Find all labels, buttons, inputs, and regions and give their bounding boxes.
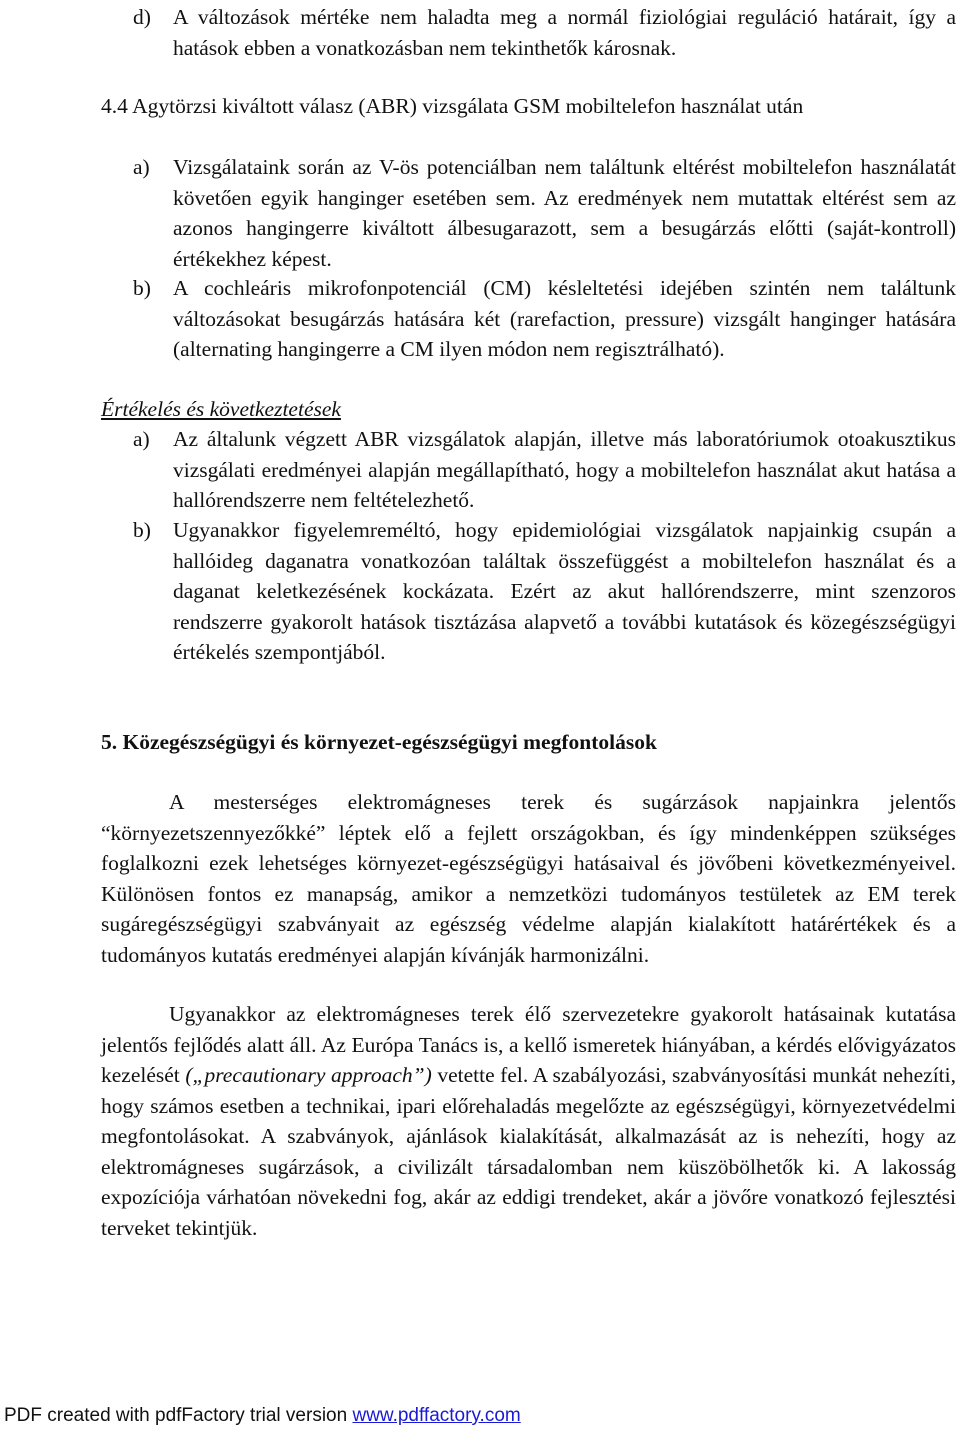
list-item-text: A változások mértéke nem haladta meg a normál fiziológiai reguláció határait, így a hatások ebben a vonatkozásban nem tekinthetők károsnak. [173,5,956,60]
paragraph-italic-term: („precautionary approach”) [185,1063,432,1087]
footer-link[interactable]: www.pdffactory.com [352,1405,521,1426]
section-5-paragraph-1 [101,787,956,970]
evaluation-heading-text: Értékelés és következtetések [101,397,341,421]
list-item-text: Vizsgálataink során az V-ös potenciálban nem találtunk eltérést mobiltelefon használatát követően egyik hanginger esetében sem. Az eredmények nem mutattak eltérést sem az azonos hangingerre kiváltott álbesugarazott, sem a besugárzás előtti (saját-kontroll) értékekhez képest. [173,155,956,271]
paragraph-text [101,999,956,1243]
paragraph-text-part: Ugyanakkor az elektromágneses terek élő szervezetekre gyakorolt hatásainak kutatása jelentős fejlődés alatt áll. Az Európa Tanács is, a kellő ismeretek hiányában, a kérdés elővigyázatos kezelését [101,1002,956,1087]
list-item-label: d) [133,5,151,29]
list-item-label: a) [133,427,150,451]
evaluation-item-b [133,515,956,668]
paragraph-text-part: vetette fel. A szabályozási, szabványosítási munkát nehezíti, hogy számos esetben a technikai, ipari előrehaladás megelőzte az egészségügyi, környezetvédelmi megfontolásokat. A szabványok, ajánlások kialakítását, alkalmazását az is nehezíti, hogy az elektromágneses sugárzások, a civilizált társadalomban nem küszöbölhetők ki. A lakosság expozíciója várhatóan növekedni fog, akár az eddigi trendeket, akár a jövőre vonatkozó fejlesztési terveket tekintjük. [101,1063,957,1240]
section-title: Agytörzsi kiváltott válasz (ABR) vizsgálata GSM mobiltelefon használat után [132,94,804,118]
section-number: 5. [101,730,118,754]
section-title: Közegészségügyi és környezet-egészségügyi megfontolások [122,730,657,754]
section-5-paragraph-2 [101,999,956,1243]
evaluation-heading [101,394,956,425]
section-4-4-heading [101,91,956,122]
evaluation-item-a [133,424,956,516]
list-item-label: b) [133,276,151,300]
pdf-footer [4,1405,521,1427]
footer-text: PDF created with pdfFactory trial version [4,1405,353,1426]
section-number: 4.4 [101,94,128,118]
list-item-label: a) [133,155,150,179]
list-item-text: A cochleáris mikrofonpotenciál (CM) késleltetési idejében szintén nem találtunk változásokat besugárzás hatására két (rarefaction, pressure) vizsgált hanginger hatására (alternating hangingerre a CM ilyen módon nem regisztrálható). [173,276,956,361]
section-4-4-item-b [133,273,956,365]
section-5-heading [101,727,956,758]
list-item-text: Ugyanakkor figyelemreméltó, hogy epidemiológiai vizsgálatok napjainkig csupán a hallóideg daganatra vonatkozóan találtak összefüggést a mobiltelefon használat és a daganat keletkezésének kockázata. Ezért az akut hallórendszerre, mint szenzoros rendszerre gyakorolt hatások tisztázása alapvető a további kutatások és közegészségügyi értékelés szempontjából. [173,518,956,664]
list-item-d [133,2,956,63]
list-item-text: Az általunk végzett ABR vizsgálatok alapján, illetve más laboratóriumok otoakusztikus vizsgálati eredményei alapján megállapítható, hogy a mobiltelefon használat akut hatása a hallórendszerre nem feltételezhető. [173,427,956,512]
list-item-label: b) [133,518,151,542]
section-4-4-item-a [133,152,956,274]
paragraph-text: A mesterséges elektromágneses terek és sugárzások napjainkra jelentős “környezetszennyezőkké” léptek elő a fejlett országokban, és így mindenképpen szükséges foglalkozni ezek lehetséges környezet-egészségügyi hatásaival és jövőbeni következményeivel. Különösen fontos ez manapság, amikor a nemzetközi tudományos testületek az EM terek sugáregészségügyi szabványait az egészség védelme alapján kialakított határértékek és a tudományos kutatás eredményei alapján kívánják harmonizálni. [101,790,956,967]
